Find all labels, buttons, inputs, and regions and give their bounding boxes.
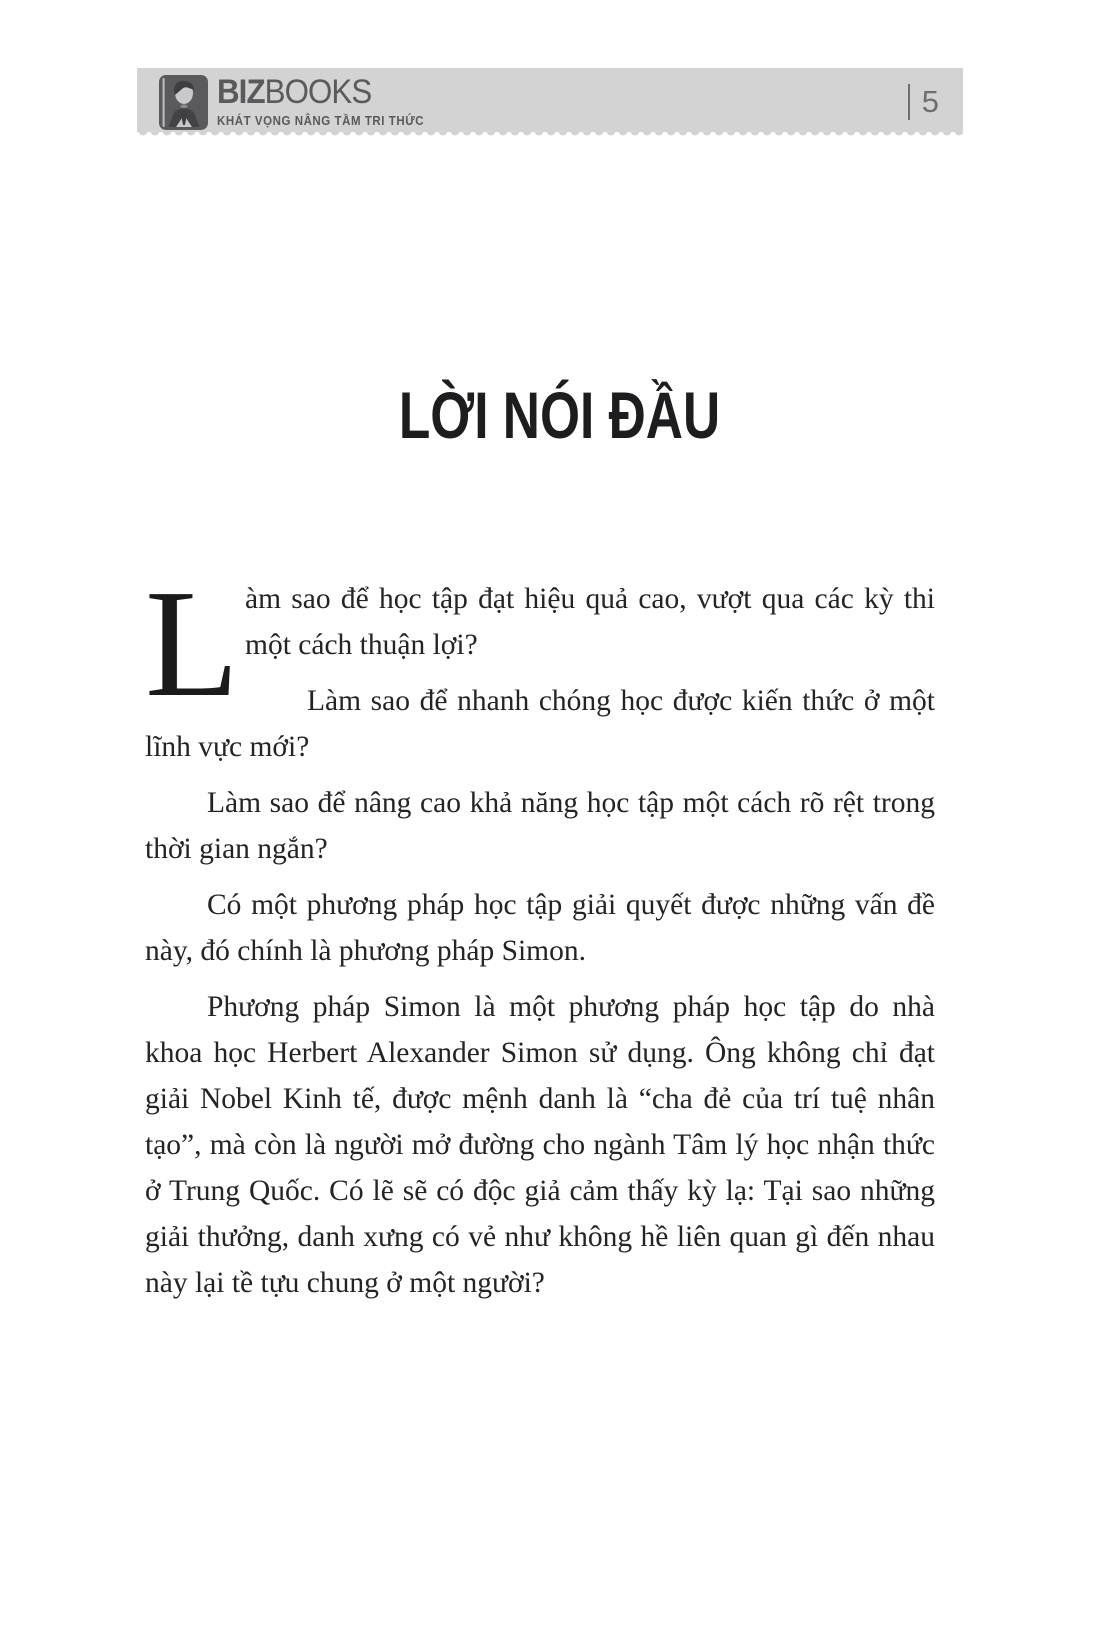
- paragraph-3: Làm sao để nâng cao khả năng học tập một cách rõ rệt trong thời gian ngắn?: [145, 787, 935, 865]
- page-number: [908, 84, 939, 120]
- brand-name-bold: BIZ: [217, 73, 265, 111]
- brand-tagline: KHÁT VỌNG NÂNG TẦM TRI THỨC: [217, 114, 425, 128]
- page-number-value: 5: [921, 84, 939, 119]
- body-text: [145, 559, 935, 1316]
- brand-name-light: BOOKS: [264, 73, 372, 111]
- paragraph-4: Có một phương pháp học tập giải quyết được những vấn đề này, đó chính là phương pháp Simon.: [145, 889, 935, 967]
- bizbooks-person-book-icon: [159, 75, 208, 130]
- header-band: [137, 68, 963, 132]
- page-number-divider: [908, 84, 910, 120]
- drop-cap: L: [145, 559, 240, 729]
- brand-name: [217, 75, 424, 109]
- bizbooks-logotype: [217, 75, 424, 128]
- paragraph-5: Phương pháp Simon là một phương pháp học tập do nhà khoa học Herbert Alexander Simon sử dụng. Ông không chỉ đạt giải Nobel Kinh tế, được mệnh danh là “cha đẻ của trí tuệ nhân tạo”, mà còn là người mở đường cho ngành Tâm lý học nhận thức ở Trung Quốc. Có lẽ sẽ có độc giả cảm thấy kỳ lạ: Tại sao những giải thưởng, danh xưng có vẻ như không hề liên quan gì đến nhau này lại tề tựu chung ở một người?: [145, 991, 935, 1299]
- bizbooks-logo: [159, 75, 442, 130]
- paragraph-1: àm sao để học tập đạt hiệu quả cao, vượt qua các kỳ thi một cách thuận lợi?: [245, 583, 935, 661]
- paragraph-2: Làm sao để nhanh chóng học được kiến thức ở một lĩnh vực mới?: [145, 685, 935, 763]
- chapter-title: LỜI NÓI ĐẦU: [398, 378, 721, 452]
